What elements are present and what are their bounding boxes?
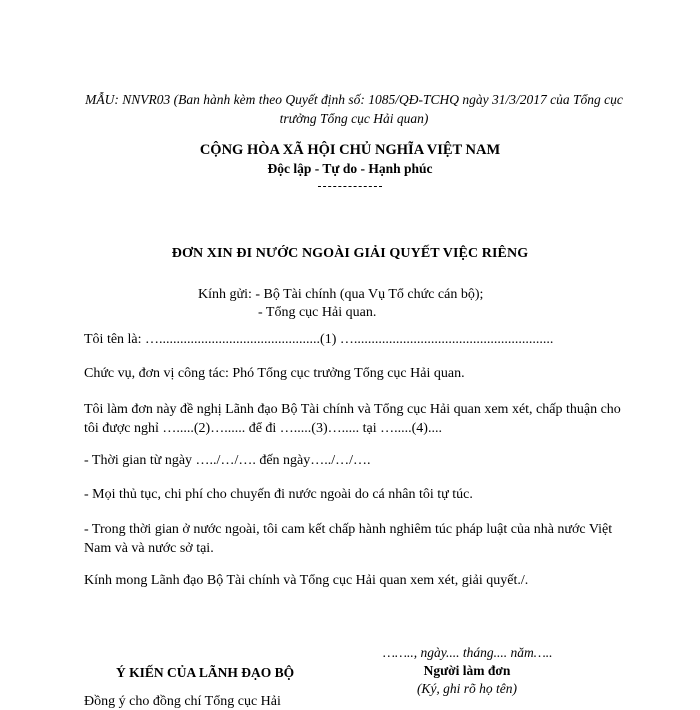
form-code-note: MẪU: NNVR03 (Ban hành kèm theo Quyết định số: 1085/QĐ-TCHQ ngày 31/3/2017 của Tổng cục trưởng Tổng cục Hải quan) (85, 92, 623, 126)
opinion-cutoff-text: Đồng ý cho đồng chí Tổng cục Hải (84, 694, 281, 709)
cost-line: - Mọi thủ tục, chi phí cho chuyến đi nước ngoài do cá nhân tôi tự túc. (84, 487, 473, 502)
time-period-line: - Thời gian từ ngày …../…/…. đến ngày…../…/…. (84, 453, 371, 468)
applicant-name-line: Tôi tên là: …..............................................(1) …......................................................... (84, 332, 554, 347)
request-paragraph: Tôi làm đơn này đề nghị Lãnh đạo Bộ Tài chính và Tổng cục Hải quan xem xét, chấp thuận cho tôi được nghỉ ….....(2)…...... để đi ….....(3)…..... tại ….....(4).... (84, 402, 621, 436)
motto-heading: Độc lập - Tự do - Hạnh phúc (267, 161, 433, 176)
applicant-label: Người làm đơn (423, 663, 511, 678)
recipient-line-2: - Tổng cục Hải quan. (258, 305, 377, 320)
recipient-line-1: Kính gửi: - Bộ Tài chính (qua Vụ Tổ chức cán bộ); (198, 287, 484, 302)
commitment-paragraph: - Trong thời gian ở nước ngoài, tôi cam kết chấp hành nghiêm túc pháp luật của nhà nước Việt Nam và và nước sở tại. (84, 522, 613, 556)
document-title: ĐƠN XIN ĐI NƯỚC NGOÀI GIẢI QUYẾT VIỆC RIÊNG (171, 246, 529, 261)
signature-note: (Ký, ghi rõ họ tên) (416, 681, 518, 696)
signature-date-line: …….., ngày.... tháng.... năm….. (383, 645, 553, 660)
heading-divider (318, 186, 382, 187)
closing-line: Kính mong Lãnh đạo Bộ Tài chính và Tổng cục Hải quan xem xét, giải quyết./. (84, 573, 529, 588)
nation-heading: CỘNG HÒA XÃ HỘI CHỦ NGHĨA VIỆT NAM (199, 142, 501, 158)
ministry-opinion-heading: Ý KIẾN CỦA LÃNH ĐẠO BỘ (116, 665, 295, 680)
position-line: Chức vụ, đơn vị công tác: Phó Tổng cục trưởng Tổng cục Hải quan. (84, 366, 465, 381)
